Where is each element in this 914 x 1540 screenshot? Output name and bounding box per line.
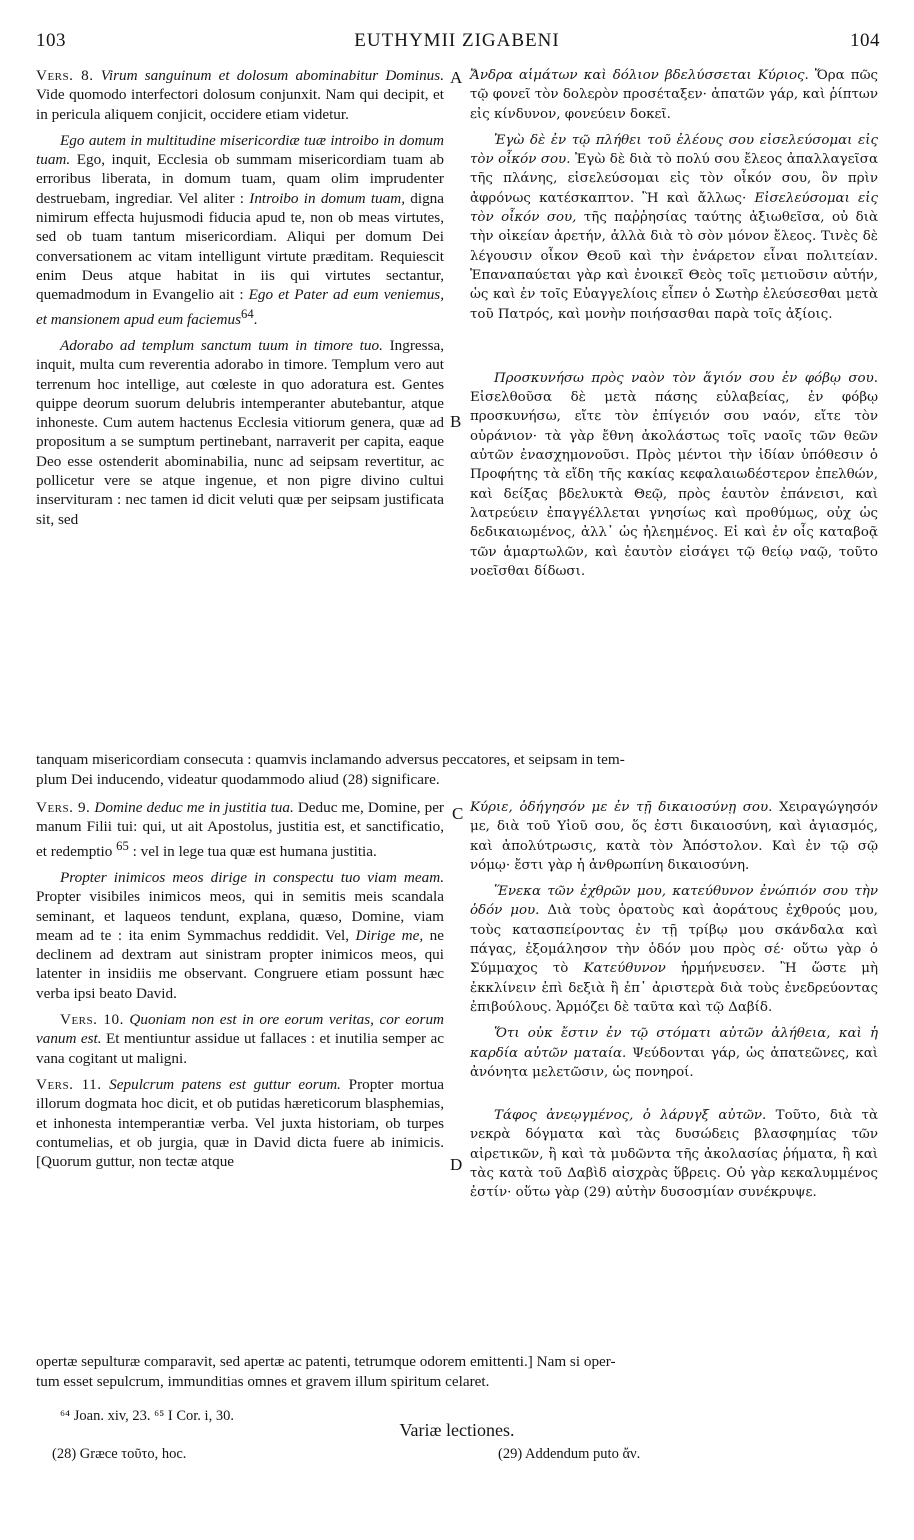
verse-lemma: Ἄνδρα αἱμάτων καὶ δόλιον βδελύσσεται Κύριος.: [470, 68, 809, 83]
verse-lemma: Domine deduc me in justitia tua.: [94, 799, 294, 816]
verse-lemma: Adorabo ad templum sanctum tuum in timore tuo.: [60, 336, 383, 354]
latin-paragraph-introibo: Ego autem in multitudine misericordiæ tuæ introibo in domum tuam. Ego, inquit, Ecclesia ob summam misericordiam tuam ab erroribus liberata, in domum tuam, quam olim imprudenter destruebam, ingrediar. Vel aliter : Introibo in domum tuam, digna nimirum effecta hujusmodi fiducia apud te, non ob meas virtutes, sed ob tuam tantum misericordiam. Aliqui per domum Dei conversationem ac vitam intelligunt virtute præditam. Requiescit enim Deus atque habitat in iis qui virtutes sectantur, quemadmodum in Evangelio ait : Ego et Pater ad eum veniemus, et mansionem apud eum faciemus$^{64}$.: [36, 131, 445, 328]
section-marker-d: D: [450, 1155, 463, 1174]
latin-paragraph-vers9: [36, 798, 444, 861]
commentary-text: Διὰ τοὺς ὁρατοὺς καὶ ἀοράτους ἐχθρούς μου, τοὺς κατασπείροντας ἐν τῇ τρίβῳ μου σκάνδαλα καὶ πάγας, ἐξομάλησον τὴν ὁδόν μου πρὸς σέ· οὕτω γὰρ ὁ Σύμμαχος τὸ: [470, 903, 878, 977]
greek-paragraph-1: [470, 66, 878, 124]
verse-label: Vers. 10.: [60, 1011, 124, 1029]
greek-column-lower: [470, 798, 878, 1210]
latin-column-lower: [36, 798, 444, 1178]
latin-paragraph-vers11: [36, 1075, 444, 1171]
verse-label: Vers. 9.: [36, 799, 91, 816]
footnotes: ⁶⁴ Joan. xiv, 23. ⁶⁵ I Cor. i, 30.: [60, 1408, 234, 1424]
running-title: EUTHYMII ZIGABENI: [354, 30, 560, 51]
verse-lemma: Τάφος ἀνεῳγμένος, ὁ λάρυγξ αὐτῶν.: [494, 1108, 767, 1124]
full-width-line: plum Dei inducendo, videatur quodammodo aliud (28) significare.: [36, 771, 440, 788]
variae-lectiones-title: Variæ lectiones.: [399, 1420, 515, 1440]
verse-lemma: Ἐγὼ δὲ ἐν τῷ πλήθει τοῦ ἐλέους σου εἰσελεύσομαι εἰς τὸν οἶκόν σου.: [470, 132, 878, 168]
greek-column: [470, 66, 878, 588]
verse-lemma: Ὅτι οὐκ ἔστιν ἐν τῷ στόματι αὐτῶν ἀλήθεια, καὶ ἡ καρδία αὐτῶν ματαία.: [470, 1026, 878, 1061]
section-marker-a: A: [450, 68, 463, 87]
full-width-line: opertæ sepulturæ comparavit, sed apertæ ac patenti, tetrumque odorem emittenti.] Nam si oper-: [36, 1353, 616, 1370]
greek-paragraph-6: [470, 1024, 878, 1082]
commentary-text: Εἰσελθοῦσα δὲ μετὰ πάσης εὐλαβείας, ἐν φόβῳ προσκυνήσω, εἴτε τὸν ἐπίγειόν σου ναόν, εἴτε τὸν οὐράνιον· τὰ γὰρ ἔθνη ἀκολάστως τοῖς ναοῖς τῶν θεῶν αὐτῶν ἐνασχημονοῦσι. Πρὸς μέντοι τὴν ἰδίαν ὑπόθεσιν ὁ Προφήτης τὰ εἴδη τῆς κακίας κεφαλαιωδέστερον ἐπελθών, καὶ δείξας βδελυκτὰ Θεῷ, πρὸς ἑαυτὸν ἐπάνεισι, καὶ λατρεύειν ἐπαγγέλλεται γνησίως καὶ προθύμως, οὐχ ὡς δεδικαιωμένος, ἀλλ᾽ ὡς ἠλεημένος. Εἰ καὶ ἐν οἷς καταβοᾷ τῶν ἁμαρτωλῶν, καὶ ἑαυτὸν εἰσάγει τῷ θείῳ ναῷ, τοῦτο νοεῖσθαι δίδωσι.: [470, 390, 878, 579]
verse-lemma: Κατεύθυνον: [583, 961, 666, 977]
greek-paragraph-3: [470, 369, 878, 581]
latin-paragraph-propter: [36, 868, 444, 1003]
latin-paragraph-vers8: [36, 66, 444, 124]
commentary-text: Vide quomodo interfectori dolosum conjunxit. Nam qui decipit, et in pericula aliquem conjicit, occidere etiam videtur.: [36, 86, 444, 123]
verse-lemma: Sepulcrum patens est guttur eorum.: [109, 1075, 341, 1093]
verse-lemma: Ἕνεκα τῶν ἐχθρῶν μου, κατεύθυνον ἐνώπιόν σου τὴν ὁδόν μου.: [470, 884, 878, 919]
verse-lemma: Εἰσελεύσομαι εἰς τὸν οἶκόν σου,: [470, 190, 878, 226]
variant-note-29: (29) Addendum puto ἄν.: [498, 1446, 641, 1462]
commentary-text: Deduc me, Domine, per manum Filii tui: qui, ut ait Apostolus, justitia est, et sanctificatio, et redemptio: [36, 799, 444, 860]
variant-note-28: (28) Græce τοῦτο, hoc.: [52, 1446, 187, 1462]
commentary-text: Et mentiuntur assidue ut fallaces : et inutilia semper ac vana cogitant ut maligni.: [36, 1030, 444, 1067]
verse-lemma: Ego et Pater ad eum veniemus, et mansionem apud eum faciemus: [36, 286, 444, 328]
verse-lemma: Propter inimicos meos dirige in conspectu tuo viam meam.: [60, 868, 444, 886]
verse-lemma: Dirige me,: [355, 926, 424, 944]
commentary-text: ἡρμήνευσεν. Ἢ ὥστε μὴ ἐκκλίνειν ἐπὶ δεξιὰ ἢ ἐπ᾽ ἀριστερὰ διὰ τοὺς ἐνεδρεύοντας ἐπιβούλους. Ἁρμόζει δὲ ταῦτα καὶ τῷ Δαβίδ.: [470, 961, 878, 1015]
commentary-text: Propter visibiles inimicos meos, qui in semitis meis scandala seminant, et laqueos tendunt, explana, quæso, Domine, viam meam ad te : ita enim Symmachus reddidit. Vel,: [36, 888, 444, 944]
verse-label: Vers. 8.: [36, 67, 94, 84]
latin-paragraph-adorabo: [36, 336, 444, 529]
section-marker-b: B: [450, 412, 462, 431]
commentary-text: Ἐγὼ δὲ διὰ τὸ πολύ σου ἔλεος ἀπαλλαγεῖσα τῆς πλάνης, εἰσελεύσομαι εἰς τὸν οἶκόν σου, ὃν πρὶν ἀφρόνως κατέσκαπτον. Ἢ καὶ ἄλλως·: [470, 152, 878, 206]
footnote-ref: 65: [116, 838, 129, 853]
right-page-number: 104: [850, 30, 880, 51]
commentary-text: digna nimirum effecta hujusmodi fiducia apud te, non ob meas virtutes, sed ob tuam tantum misericordiam. Aliqui per domum Dei conversationem ac vitam intelligunt virtute præditam. Requiescit enim Deus atque habitat in iis qui virtutes sectantur, quemadmodum in Evangelio ait :: [36, 189, 445, 304]
greek-paragraph-2: [470, 131, 878, 324]
verse-lemma: Κύριε, ὁδήγησόν με ἐν τῇ δικαιοσύνῃ σου.: [470, 800, 773, 815]
section-marker-c: C: [452, 804, 464, 823]
full-width-line: tum esset sepulcrum, immunditias omnes et gravem illum spiritum celaret.: [36, 1373, 490, 1390]
verse-lemma: Quoniam non est in ore eorum veritas, cor eorum vanum est.: [36, 1011, 445, 1048]
verse-label: Vers. 11.: [36, 1075, 102, 1093]
commentary-text: Ψεύδονται γάρ, ὡς ἀπατεῶνες, καὶ ἀνόνητα μελετῶσιν, ὡς πονηροί.: [470, 1045, 878, 1080]
greek-paragraph-7: [470, 1106, 878, 1202]
commentary-text: Propter mortua illorum dogmata hoc dicit, et ob putidas hæreticorum blasphemias, et inhonesta intemperantiæ verba. Vel juxta historiam, ob turpes contumelias, et ob jurgia, quæ in David dicta fuere ab inimicis. [Quorum guttur, non tectæ atque: [36, 1075, 445, 1171]
full-width-line: tanquam misericordiam consecuta : quamvis inclamando adversus peccatores, et seipsam in tem-: [36, 751, 625, 768]
commentary-text: Ego, inquit, Ecclesia ob summam misericordiam tuam ab erroribus liberata, in domum tuam, quam olim imprudenter destruebam, ingrediar. Vel aliter :: [36, 151, 445, 207]
commentary-text: Ingressa, inquit, multa cum reverentia adorabo in timore. Templum vero aut terrenum hoc intellige, aut cœleste in quo adoratura est. Gentes quippe deorum suorum delubris intemperanter abutebantur, atque inhoneste. Cum autem hactenus Ecclesia vitiorum genera, quæ ad propositum a se sumptum pertinebant, narraverit per capita, eaque Deo esse ostenderit abominabilia, nunc ad seipsam revertitur, ac pollicetur vere se atque ingenue, et non pigre divino cultui inservituram : nec tamen id dicit veluti quæ per seipsam justificata sit, sed: [36, 336, 445, 528]
footnote-ref: 64: [241, 306, 254, 321]
verse-lemma: Ego autem in multitudine misericordiæ tuæ introibo in domum tuam.: [36, 131, 444, 169]
greek-paragraph-4: [470, 798, 878, 875]
verse-lemma: Virum sanguinum et dolosum abominabitur Dominus.: [100, 67, 444, 84]
commentary-text: Τοῦτο, διὰ τὰ νεκρὰ δόγματα καὶ τὰς δυσώδεις βλασφημίας τῶν αἱρετικῶν, ἢ καὶ τὰ μυδῶντα τῆς ἀκολασίας ῥήματα, ἢ καὶ τὰς κατὰ τοῦ Δαβὶδ αἰσχρὰς ὕβρεις. Οὐ γὰρ κεκαλυμμένος ἐστίν· οὕτω γὰρ (29) αὐτὴν δυσοσμίαν συνέκρυψε.: [470, 1108, 878, 1201]
greek-paragraph-5: [470, 882, 878, 1017]
latin-paragraph-vers10: [36, 1010, 444, 1068]
commentary-text: Ὅρα πῶς τῷ φονεῖ τὸν δολερὸν προσέταξεν· ἀπατῶν γάρ, καὶ ῥίπτων εἰς κίνδυνον, φονεύειν δοκεῖ.: [470, 68, 878, 122]
commentary-text: Χειραγώγησόν με, διὰ τοῦ Υἱοῦ σου, ὅς ἐστι δικαιοσύνη, καὶ ἁγιασμός, καὶ ἀπολύτρωσις, κατὰ τὸν Ἀπόστολον. Καὶ ἐν τῷ σῷ νόμῳ· ἔστι γὰρ ἡ ἀνθρωπίνη δικαιοσύνη.: [470, 800, 878, 873]
commentary-text: ne declinem ad dextram aut sinistram propter inimicos meos, qui latenter in insidiis me observant. Congruere etiam possunt hæc verba ipsi beato David.: [36, 926, 444, 1002]
verse-lemma: Προσκυνήσω πρὸς ναὸν τὸν ἅγιόν σου ἐν φόβῳ σου.: [494, 370, 878, 386]
left-page-number: 103: [36, 30, 66, 51]
commentary-text: τῆς παῤῥησίας ταύτης ἀξιωθεῖσα, οὐ διὰ τὴν οἰκείαν ἀρετήν, ἀλλὰ διὰ τὸ σὸν μόνον ἔλεος. Τινὲς δὲ λέγουσιν οἶκον Θεοῦ καὶ τὴν ἐνάρετον εἶναι πολιτείαν. Ἐπαναπαύεται γὰρ καὶ ἐνοικεῖ Θεὸς τοῖς μετιοῦσιν αὐτήν, ὡς καὶ ἐν τοῖς Εὐαγγελίοις εἶπεν ὁ Σωτὴρ ἐλεύσεσθαι μετὰ τοῦ Πατρός, καὶ μονὴν ποιήσασθαι παρὰ τοῖς ἀξίοις.: [470, 210, 878, 322]
latin-column: [36, 66, 444, 536]
commentary-text: : vel in lege tua quæ est humana justitia.: [132, 842, 377, 860]
verse-lemma: Introibo in domum tuam,: [249, 189, 405, 207]
